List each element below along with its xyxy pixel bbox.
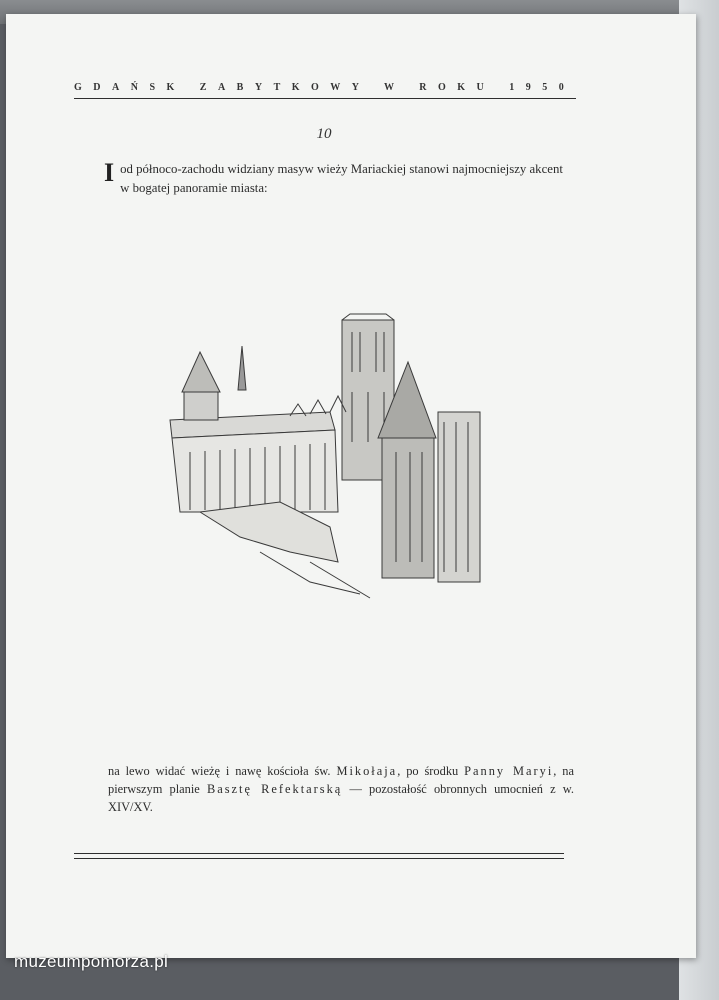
caption-name-mikolaja: Mikołaja (336, 764, 398, 778)
watermark: muzeumpomorza.pl (14, 952, 169, 971)
illustration-caption (108, 762, 574, 816)
intro-paragraph (104, 160, 574, 198)
caption-name-panny-maryi: Panny Maryi (464, 764, 554, 778)
caption-text-2: , po środku (397, 764, 465, 778)
header-rule (74, 98, 576, 99)
running-title: GDAŃSK ZABYTKOWY W ROKU 1950 (74, 82, 576, 93)
church-illustration (160, 312, 490, 604)
intro-text: od północo-zachodu widziany masyw wieży Mariackiej stanowi najmocniejszy akcent w bogatej panoramie miasta: (120, 162, 563, 195)
caption-text-3: , na pierwszym planie (108, 764, 574, 796)
page-number: 10 (316, 126, 332, 142)
footer-double-rule (74, 853, 564, 859)
caption-name-baszta: Basztę Refektarską (206, 782, 343, 796)
caption-text-1: na lewo widać wieżę i nawę kościoła św. (108, 764, 337, 778)
drop-cap: I (104, 158, 115, 187)
caption-text-4: — pozostałość obronnych umocnień z w. XIV/XV. (108, 782, 575, 814)
